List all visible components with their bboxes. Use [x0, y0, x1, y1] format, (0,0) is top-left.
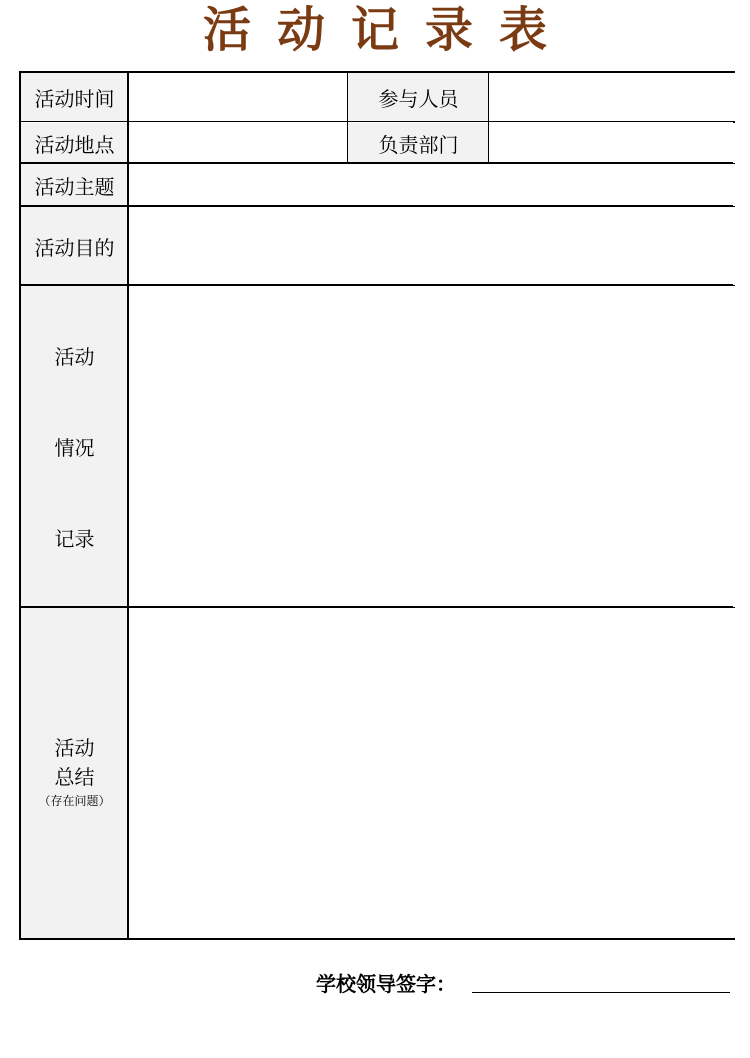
- signature-label: 学校领导签字：: [316, 972, 456, 996]
- page-title: 活动记录表: [202, 2, 573, 58]
- label-department: [348, 123, 489, 163]
- label-text: 活动目的: [34, 235, 115, 260]
- column-divider: [127, 73, 129, 938]
- label-text: 活动地点: [34, 132, 115, 157]
- label-line: 记录: [54, 527, 95, 551]
- field-department[interactable]: [490, 123, 735, 163]
- label-activity-theme: [21, 164, 128, 206]
- label-participants: [348, 73, 489, 122]
- label-line: 总结: [54, 764, 95, 789]
- field-activity-purpose[interactable]: [129, 207, 735, 285]
- label-line: 情况: [54, 436, 95, 460]
- label-line: 活动: [54, 735, 95, 760]
- label-text: 活动主题: [34, 174, 115, 199]
- label-activity-location: [21, 123, 128, 163]
- label-note: （存在问题）: [38, 793, 111, 808]
- column-divider: [488, 73, 489, 163]
- field-participants[interactable]: [490, 73, 735, 122]
- label-text: 参与人员: [378, 87, 459, 111]
- label-activity-time: [21, 73, 128, 122]
- record-form: [19, 71, 735, 940]
- field-activity-summary[interactable]: [129, 608, 735, 938]
- label-activity-summary: [21, 608, 128, 938]
- label-text: 活动时间: [34, 87, 115, 111]
- label-activity-record: [21, 286, 128, 607]
- label-text: 负责部门: [378, 132, 459, 157]
- signature-line[interactable]: [472, 992, 730, 993]
- column-divider: [347, 73, 348, 163]
- label-activity-purpose: [21, 207, 128, 285]
- field-activity-time[interactable]: [129, 73, 347, 122]
- field-activity-location[interactable]: [129, 123, 347, 163]
- label-line: 活动: [54, 345, 95, 369]
- field-activity-theme[interactable]: [129, 164, 735, 206]
- field-activity-record[interactable]: [129, 286, 735, 607]
